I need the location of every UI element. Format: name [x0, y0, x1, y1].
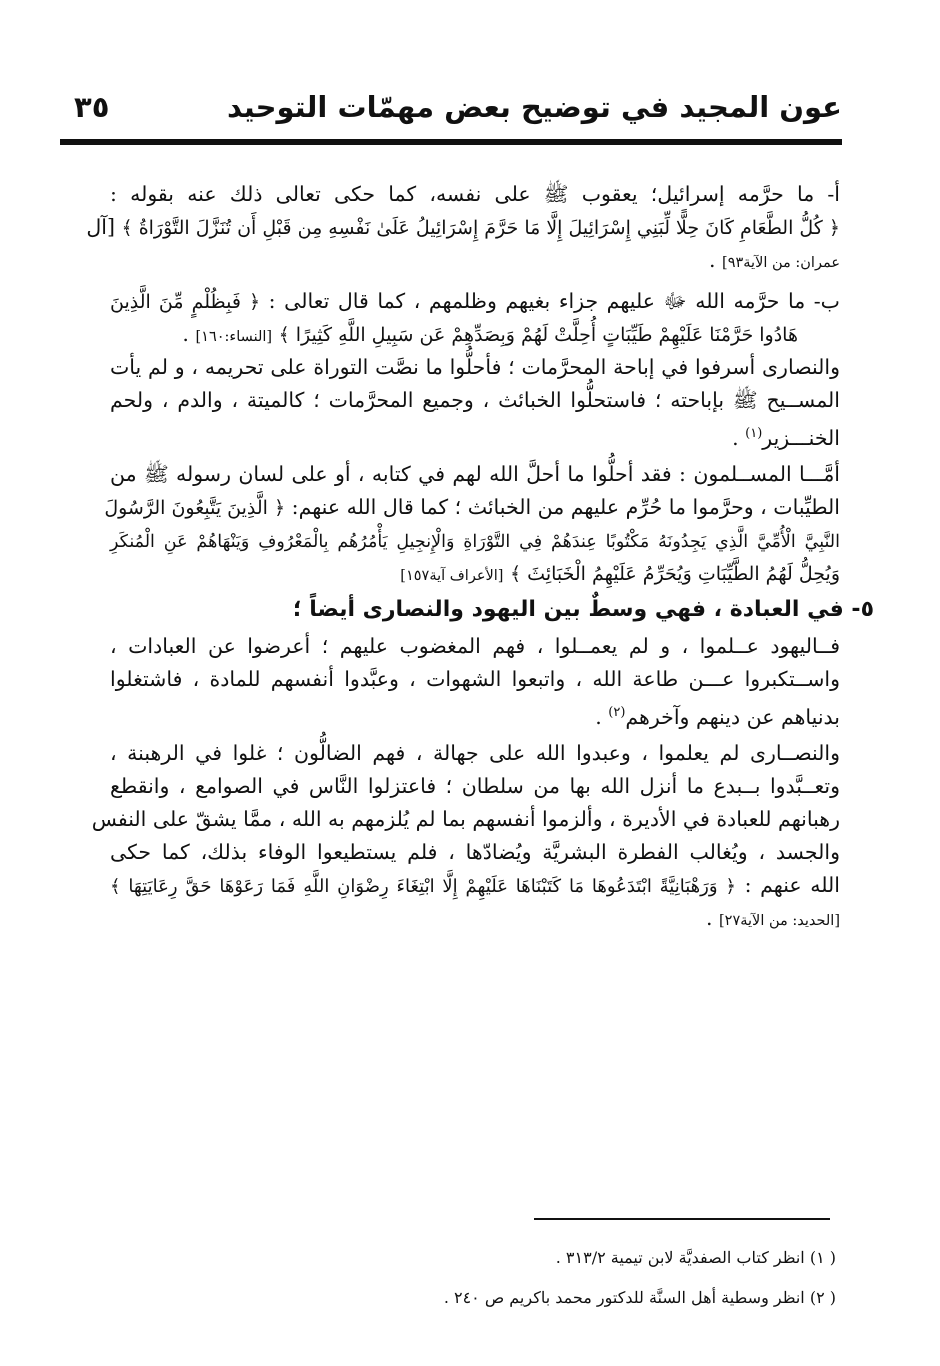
paragraph-gap — [110, 277, 840, 285]
section-heading: ٥- في العبادة ، فهي وسطٌ بين اليهود والنصارى أيضاً ؛ — [292, 597, 874, 622]
footnote-1: ( ١) انظر كتاب الصفديَّة لابن تيمية ٣١٣/٢ . — [555, 1248, 836, 1267]
text-run: الطيِّبات ، وحرَّموا ما حُرِّم عليهم من الخبائث ؛ كما قال الله عنهم: — [291, 495, 840, 519]
text-run: والجسد ، ويُغالب الفطرة البشريَّة ويُضادّها ، فلم يستطيعوا الوفاء بذلك، كما حكى — [110, 840, 840, 864]
text-run: رهبانهم للعبادة في الأديرة ، وألزموا أنفسهم بما لم يُلزمهم به الله ، ممَّا يشقّ على النفس — [91, 807, 840, 831]
paragraph-line — [110, 318, 840, 351]
footnote-rule — [534, 1218, 830, 1220]
page-header — [60, 82, 842, 132]
text-run: بدنياهم عن دينهم وآخرهم — [625, 704, 840, 729]
text-run: . — [182, 322, 189, 346]
text-run: فــاليهود عــلموا ، و لم يعمــلوا ، فهم المغضوب عليهم ؛ أعرضوا عن العبادات ، — [110, 634, 840, 658]
verse-reference: [النساء:١٦٠] — [195, 329, 273, 345]
paragraph-gap — [110, 450, 840, 458]
paragraph-line — [110, 244, 840, 277]
footnote-marker: (١) — [745, 426, 763, 441]
quran-verse: ﴿ كُلُّ الطَّعَامِ كَانَ حِلًّا لِّبَنِي إِسْرَائِيلَ إِلَّا مَا حَرَّمَ إِسْرَائِيلُ عَلَىٰ نَفْسِهِ مِن قَبْلِ أَن تُنَزَّلَ التَّوْرَاةُ ﴾ — [121, 217, 840, 239]
paragraph-line — [110, 458, 840, 491]
paragraph-line — [104, 491, 840, 524]
footnotes — [116, 1238, 836, 1318]
text-run: . — [732, 425, 739, 450]
text-run: وتعــبَّدوا بــبدع ما أنزل الله بها من سلطان ؛ فاعتزلوا النَّاس في الصوامع ، وانقطع — [110, 774, 840, 798]
paragraph-line — [110, 384, 840, 417]
text-run: . — [595, 704, 602, 729]
text-run: . — [708, 248, 716, 272]
paragraph-line — [110, 417, 840, 450]
text-run: . — [705, 906, 713, 930]
text-run: أمَّـــا المســلمون : فقد أحلُّوا ما أحلَّ الله لهم في كتابه ، أو على لسان رسوله ﷺ من — [110, 462, 840, 486]
footnote-marker: (٢) — [608, 705, 626, 720]
paragraph-line — [110, 351, 840, 384]
paragraph-line — [110, 770, 840, 803]
paragraph-line — [110, 285, 840, 318]
page-number: ٣٥ — [74, 90, 110, 124]
paragraph-line — [91, 803, 840, 836]
paragraph-line — [110, 178, 840, 211]
main-text — [86, 178, 874, 935]
paragraph-line — [110, 869, 840, 902]
paragraph-gap — [110, 729, 840, 737]
text-run: والنصارى أسرفوا في إباحة المحرَّمات ؛ فأحلُّوا ما نصَّت التوراة على تحريمه ، و لم يأت — [110, 355, 841, 379]
running-title: عون المجيد في توضيح بعض مهمّات التوحيد — [227, 90, 842, 124]
paragraph-line — [110, 836, 840, 869]
paragraph-line — [110, 557, 840, 590]
text-run: ب- ما حرَّمه الله ﷻ عليهم جزاء بغيهم وظلمهم ، كما قال تعالى : — [268, 289, 840, 313]
verse-reference: [الأعراف آية١٥٧] — [400, 568, 504, 584]
quran-verse: النَّبِيَّ الْأُمِّيَّ الَّذِي يَجِدُونَهُ مَكْتُوبًا عِندَهُمْ فِي التَّوْرَاةِ وَالْإِنجِيلِ يَأْمُرُهُم بِالْمَعْرُوفِ وَيَنْهَاهُمْ عَنِ الْمُنكَرِ — [110, 532, 840, 552]
quran-verse: وَيُحِلُّ لَهُمُ الطَّيِّبَاتِ وَيُحَرِّمُ عَلَيْهِمُ الْخَبَائِثَ ﴾ — [509, 563, 840, 585]
paragraph-line — [110, 737, 840, 770]
text-run: [آل — [86, 215, 115, 239]
paragraph-line — [110, 902, 840, 935]
quran-verse: ﴿ الَّذِينَ يَتَّبِعُونَ الرَّسُولَ — [104, 497, 286, 519]
footnote-2: ( ٢) انظر وسطية أهل السنَّة للدكتور محمد باكريم ص ٢٤٠ . — [443, 1288, 836, 1307]
quran-verse: هَادُوا حَرَّمْنَا عَلَيْهِمْ طَيِّبَاتٍ أُحِلَّتْ لَهُمْ وَبِصَدِّهِمْ عَن سَبِيلِ اللَّهِ كَثِيرًا ﴾ — [278, 324, 798, 346]
paragraph-line — [110, 696, 840, 729]
paragraph-line — [110, 630, 840, 663]
text-run: واســتكبروا عـــن طاعة الله ، واتبعوا الشهوات ، وعبَّدوا أنفسهم للمادة ، فاشتغلوا — [110, 667, 840, 691]
text-run: الله عنهم : — [744, 873, 840, 897]
text-run: المســيح ﷺ بإباحته ؛ فاستحلُّوا الخبائث ، وجميع المحرَّمات ؛ كالميتة ، والدم ، ولحم — [110, 388, 840, 412]
paragraph-line — [110, 524, 840, 557]
header-rule — [60, 139, 842, 145]
paragraph-line — [86, 211, 840, 244]
paragraph-line — [110, 663, 840, 696]
verse-reference: عمران: من الآية٩٣] — [722, 255, 840, 271]
quran-verse: ﴿ فَبِظُلْمٍ مِّنَ الَّذِينَ — [110, 291, 261, 313]
text-run: أ- ما حرَّمه إسرائيل؛ يعقوب ﷺ على نفسه، كما حكى تعالى ذلك عنه بقوله : — [110, 182, 840, 206]
quran-verse: ﴿ وَرَهْبَانِيَّةً ابْتَدَعُوهَا مَا كَتَبْنَاهَا عَلَيْهِمْ إِلَّا ابْتِغَاءَ رِضْوَانِ اللَّهِ فَمَا رَعَوْهَا حَقَّ رِعَايَتِهَا ﴾ — [110, 876, 736, 897]
verse-reference: [الحديد: من الآية٢٧] — [719, 913, 840, 929]
text-run: والنصــارى لم يعلموا ، وعبدوا الله على جهالة ، فهم الضالُّون ؛ غلوا في الرهبنة ، — [110, 741, 840, 765]
text-run: الخنـــزير — [762, 425, 840, 450]
